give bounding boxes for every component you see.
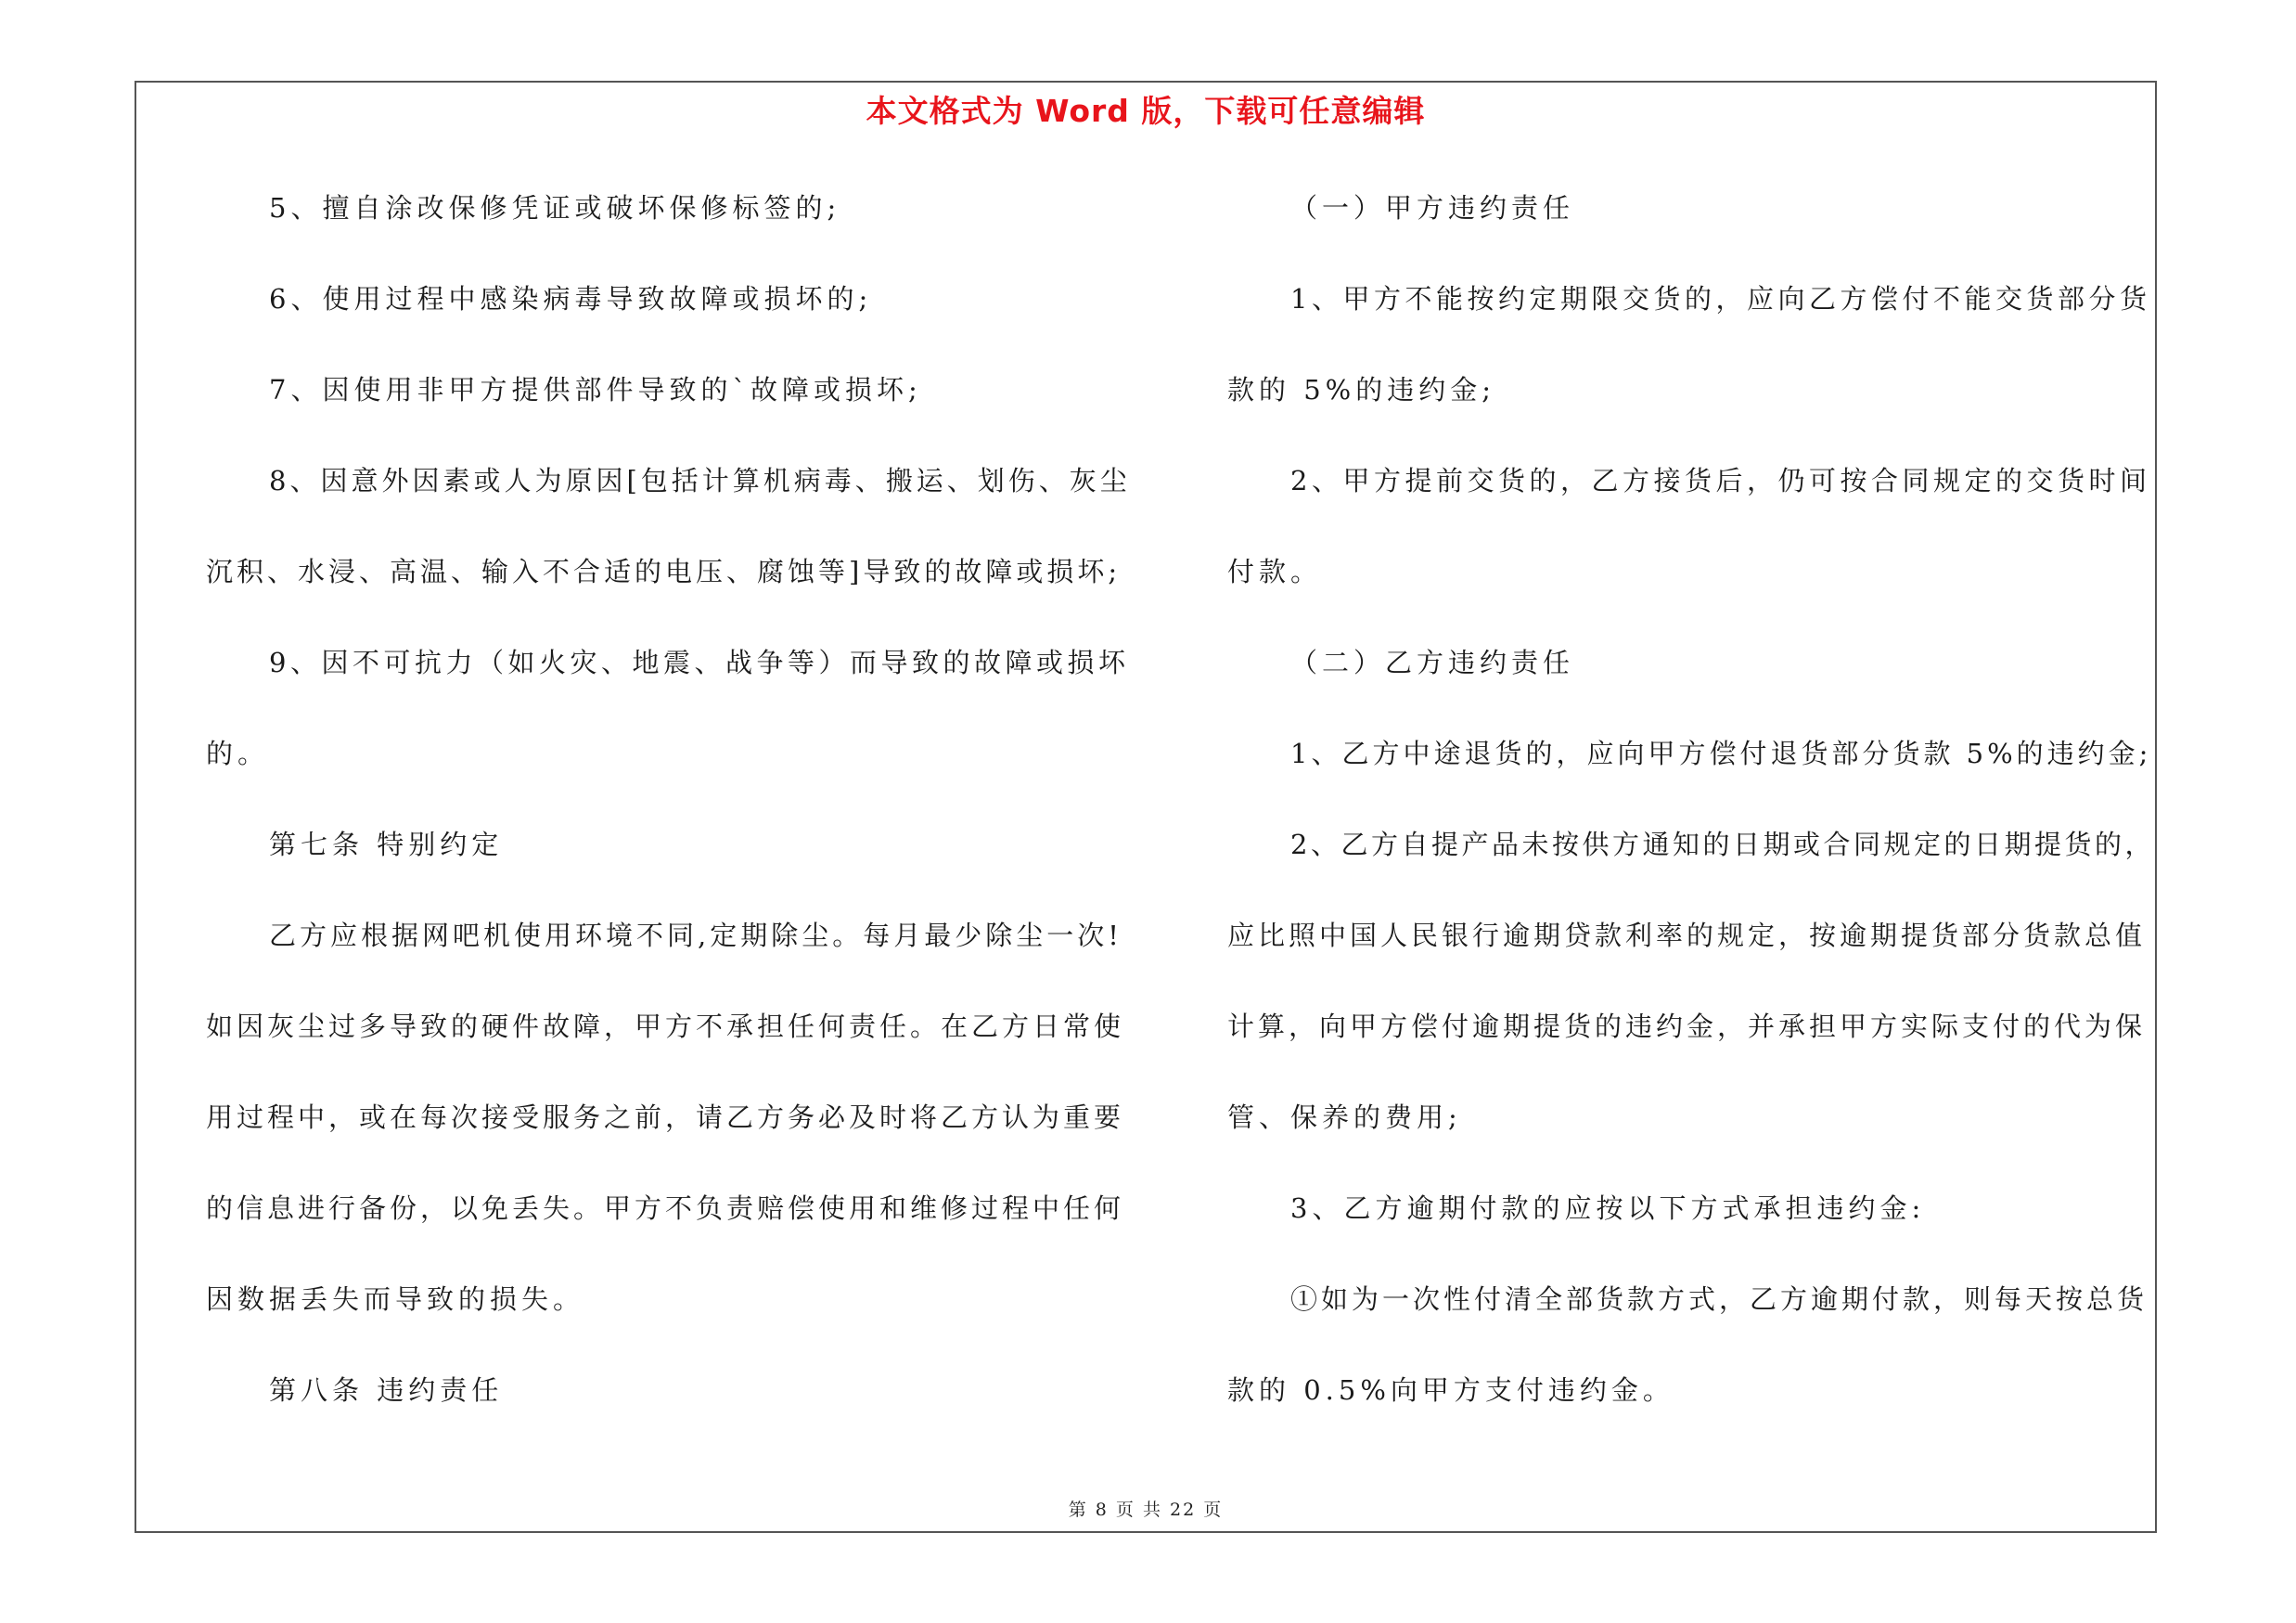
text-line: 2、乙方自提产品未按供方通知的日期或合同规定的日期提货的， — [1290, 829, 2155, 860]
text-line: 的。 — [206, 738, 270, 769]
text-line: 用过程中，或在每次接受服务之前，请乙方务必及时将乙方认为重要 — [206, 1101, 1125, 1133]
text-line: 款的 5%的违约金; — [1227, 374, 1495, 406]
page-number: 第 8 页 共 22 页 — [1068, 1500, 1224, 1520]
text-line: 7、因使用非甲方提供部件导致的`故障或损坏; — [269, 374, 922, 406]
text-line: 应比照中国人民银行逾期贷款利率的规定，按逾期提货部分货款总值 — [1227, 920, 2147, 951]
text-line: 1、甲方不能按约定期限交货的，应向乙方偿付不能交货部分货 — [1290, 283, 2151, 315]
text-line: 计算，向甲方偿付逾期提货的违约金，并承担甲方实际支付的代为保 — [1227, 1011, 2147, 1042]
text-line: 8、因意外因素或人为原因[包括计算机病毒、搬运、划伤、灰尘 — [269, 465, 1131, 496]
text-line: 因数据丢失而导致的损失。 — [206, 1283, 585, 1315]
text-line: 如因灰尘过多导致的硬件故障，甲方不承担任何责任。在乙方日常使 — [206, 1011, 1125, 1042]
text-line: 5、擅自涂改保修凭证或破坏保修标签的; — [269, 192, 841, 224]
section-heading: 第七条 特别约定 — [269, 829, 504, 860]
text-line: 沉积、水浸、高温、输入不合适的电压、腐蚀等]导致的故障或损坏; — [206, 556, 1122, 587]
text-line: 2、甲方提前交货的，乙方接货后，仍可按合同规定的交货时间 — [1290, 465, 2151, 496]
subsection-heading: （一）甲方违约责任 — [1290, 192, 1575, 224]
text-line: 3、乙方逾期付款的应按以下方式承担违约金: — [1290, 1192, 1926, 1224]
text-line: 1、乙方中途退货的，应向甲方偿付退货部分货款 5%的违约金; — [1290, 738, 2152, 769]
text-line: 的信息进行备份，以免丢失。甲方不负责赔偿使用和维修过程中任何 — [206, 1192, 1125, 1224]
section-heading: 第八条 违约责任 — [269, 1374, 504, 1406]
text-line: ①如为一次性付清全部货款方式，乙方逾期付款，则每天按总货 — [1290, 1283, 2148, 1315]
text-line: 6、使用过程中感染病毒导致故障或损坏的; — [269, 283, 873, 315]
header-banner: 本文格式为 Word 版，下载可任意编辑 — [866, 93, 1426, 129]
subsection-heading: （二）乙方违约责任 — [1290, 647, 1575, 678]
text-line: 9、因不可抗力（如火灾、地震、战争等）而导致的故障或损坏 — [269, 647, 1130, 678]
text-line: 付款。 — [1227, 556, 1323, 587]
text-line: 款的 0.5%向甲方支付违约金。 — [1227, 1374, 1674, 1406]
text-line: 管、保养的费用; — [1227, 1101, 1462, 1133]
text-line: 乙方应根据网吧机使用环境不同,定期除尘。每月最少除尘一次! — [269, 920, 1122, 951]
